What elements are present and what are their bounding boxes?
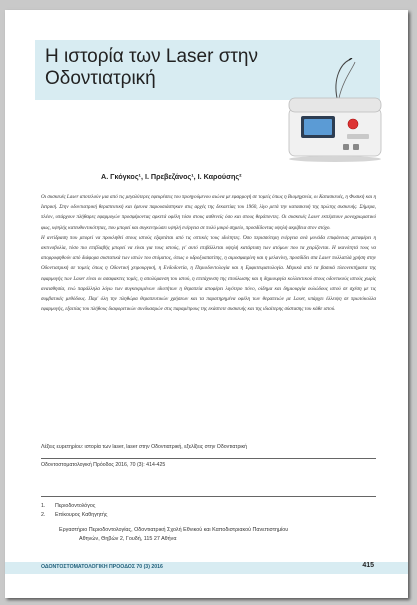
title-line-2: Οδοντιατρική	[45, 68, 156, 89]
title-line-1: Η ιστορία των Laser στην	[45, 46, 258, 67]
citation: Οδοντοστοματολογική Πρόοδος 2016, 70 (3): 414-425	[41, 462, 166, 468]
article-title	[45, 46, 258, 90]
affiliation	[59, 526, 339, 544]
page-sheet	[5, 10, 408, 598]
journal-name: ΟΔΟΝΤΟΣΤΟΜΑΤΟΛΟΓΙΚΗ ΠΡΟΟΔΟΣ 70 (3) 2016	[41, 564, 163, 570]
footnote-item	[41, 511, 107, 520]
abstract-paragraph-2: Η αντίδραση που μπορεί να προκληθεί στους ιστούς εξαρτάται από τις οπτικές τους ιδιότητες. Όσο περισσότερη ενέργεια ανά μονάδα επιφάνειας μεταφέρει η ακτινοβολία, τόσο πιο επιβλαβής μπορεί να είναι για τους ιστούς, γι' αυτό επιβάλλεται υψηλή κατάρτιση των ατόμων που τα χειρίζονται. Η ικανότητά τους να απορροφηθούν από διάφορα συστατικά των ιστών του στόματος, όπως ο υδροξυαπατίτης, η αιμοσφαιρίνη και η μελανίνη, προσδίδει στα Laser πολλαπλά χρήση στην Οδοντιατρική σε τομείς όπως η Οδοντική χειρουργική, η Ενδοδοντία, η Περιοδοντολογία και η Εμφυτευματολογία. Μερικά από τα βασικά πλεονεκτήματα της εφαρμογής των Laser είναι οι ασαφακτες τομές, η απολύμανση του ιστού, η επιτάχυνση της επούλωσης και η δημιουργία κολλεκτικού στους οδοντικούς ιστούς χωρίς αναισθησία, ενώ παράλληλα λόγω των συγκεκριμένων ιδιοτήτων η θεραπεία αποφέρει λιγότερο πόνο, οίδημα και δημιουργία ουλώδους ιστού σε σχέση με τις συμβατικές μεθόδους. Παρ' όλη την πληθώρα θεραπευτικών χρήσεων και τα παρατηρημένα οφέλη των θεραπειών με Laser, υπάρχει έλλειψη σε πρωτόκολλα εφαρμογής, εξαιτίας του πλήθους διαφορετικών συνδυασμών στις παραμέτρους της εκάστοτε συσκευής και της ιδιαίτερης σύστασης του κάθε ιστού.	[41, 234, 376, 313]
abstract-paragraph-1: Οι συσκευές Laser αποτελούν μια από τις μεγαλύτερες εφευρέσεις του προηγούμενου αιώνα με εφαρμογή σε τομείς όπως η Βιομηχανία, οι Κατασκευές, η Φυσική και η Ιατρική. Στην οδοντιατρική θεραπευτική και έρευνα παρουσιάστηκαν στις αρχές της δεκαετίας του 1960, λίγο μετά την κατασκευή της πρώτης συσκευής. Σήμερα, πλέον, υπάρχουν πλήθαρες εφαρμογών προσφέροντας αρκετά οφέλη τόσο στους ασθενείς όσο και στους θεράποντες. Οι συσκευές Laser εκπέμπουν μονοχρωματικό φως, υψηλής κατευθυντικότητας, που μπορεί και συγκεντρώσει υψηλή ενέργεια σε πολύ μικρό σημείο, προσδίδοντας υψηλή ακρίβεια στον στόχο.	[41, 194, 376, 231]
dental-laser-device-image	[279, 58, 389, 166]
abstract	[41, 192, 376, 314]
footnote-number: 1.	[41, 503, 46, 509]
divider	[41, 496, 376, 497]
footnote-text: Επίκουρος Καθηγητής	[55, 512, 108, 518]
page-number: 415	[362, 562, 374, 569]
divider	[41, 458, 376, 459]
footer-bar	[5, 562, 408, 574]
footnotes	[41, 502, 107, 520]
affiliation-line-2: Αθηνών, Θηβών 2, Γουδή, 115 27 Αθήνα	[79, 536, 177, 542]
authors: Α. Γκόγκος¹, Ι. Πρεβεζάνος¹, Ι. Καρούσης²	[101, 172, 242, 181]
footnote-number: 2.	[41, 512, 46, 518]
footnote-text: Περιοδοντολόγος	[55, 503, 96, 509]
keywords: Λέξεις ευρετηρίου: ιστορία των laser, laser στην Οδοντιατρική, εξελίξεις στην Οδοντιατρική	[41, 444, 248, 450]
footnote-item	[41, 502, 107, 511]
affiliation-line-1: Εργαστήριο Περιοδοντολογίας, Οδοντιατρική Σχολή Εθνικού και Καποδιστριακού Πανεπιστημίου	[59, 527, 289, 533]
